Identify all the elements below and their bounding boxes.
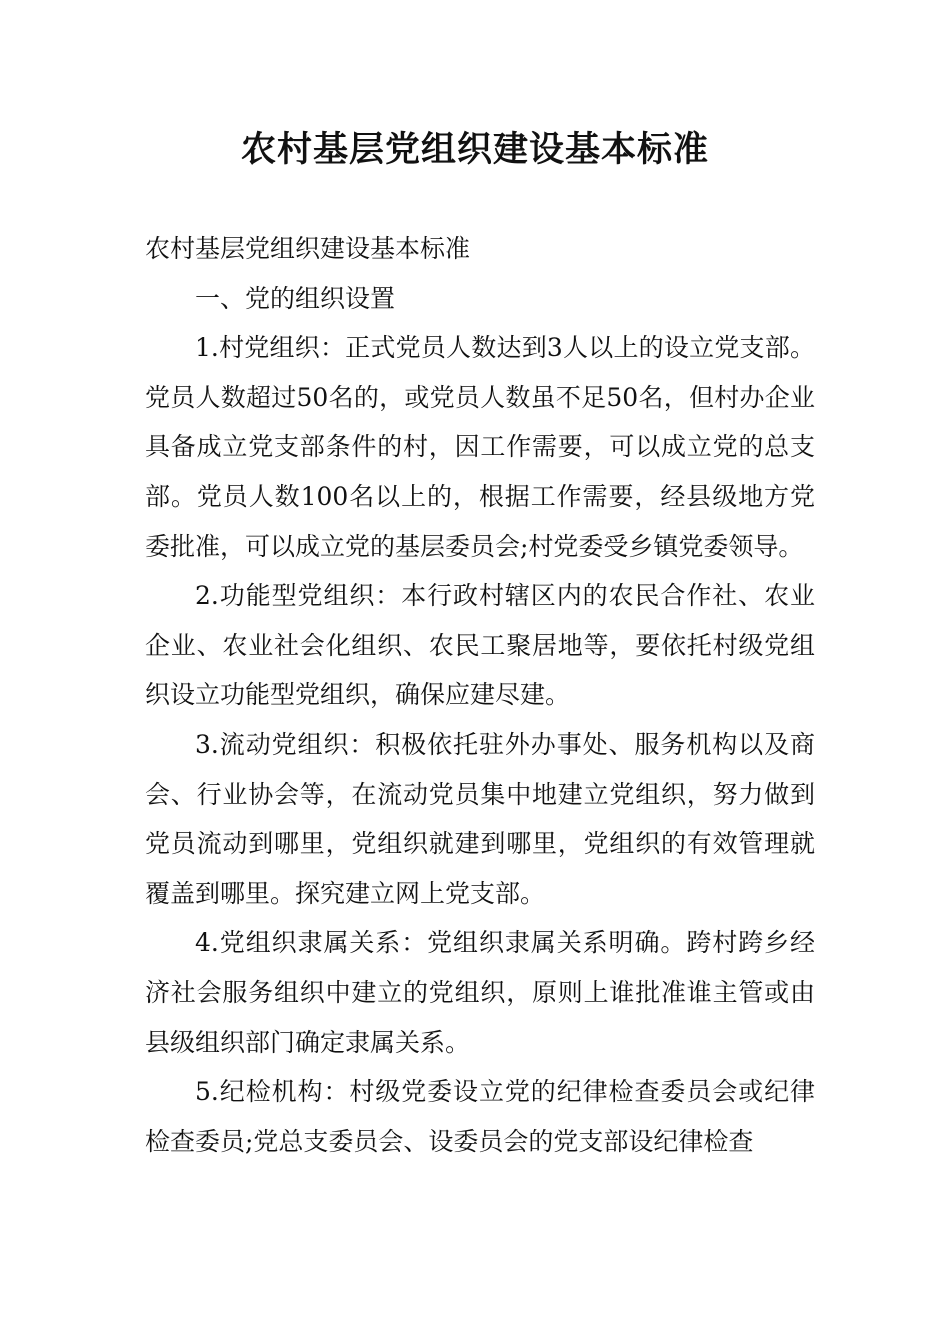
document-subtitle: 农村基层党组织建设基本标准 xyxy=(145,234,471,263)
section-heading: 一、党的组织设置 xyxy=(195,283,396,313)
document-body xyxy=(145,224,815,1166)
paragraph-mobile-party-org: 3.流动党组织：积极依托驻外办事处、服务机构以及商会、行业协会等，在流动党员集中地建立党组织，努力做到党员流动到哪里，党组织就建到哪里，党组织的有效管理就覆盖到哪里。探究建立网上党支部。 xyxy=(145,729,815,908)
paragraph-functional-party-org: 2.功能型党组织：本行政村辖区内的农民合作社、农业企业、农业社会化组织、农民工聚居地等，要依托村级党组织设立功能型党组织，确保应建尽建。 xyxy=(145,581,815,710)
paragraph-affiliation: 4.党组织隶属关系：党组织隶属关系明确。跨村跨乡经济社会服务组织中建立的党组织，原则上谁批准谁主管或由县级组织部门确定隶属关系。 xyxy=(145,928,815,1057)
paragraph-village-party-org: 1.村党组织：正式党员人数达到3人以上的设立党支部。党员人数超过50名的，或党员人数虽不足50名，但村办企业具备成立党支部条件的村，因工作需要，可以成立党的总支部。党员人数100名以上的，根据工作需要，经县级地方党委批准，可以成立党的基层委员会;村党委受乡镇党委领导。 xyxy=(145,333,815,561)
document-title: 农村基层党组织建设基本标准 xyxy=(240,129,709,170)
paragraph-discipline-inspection: 5.纪检机构：村级党委设立党的纪律检查委员会或纪律检查委员;党总支委员会、设委员会的党支部设纪律检查 xyxy=(145,1077,815,1156)
